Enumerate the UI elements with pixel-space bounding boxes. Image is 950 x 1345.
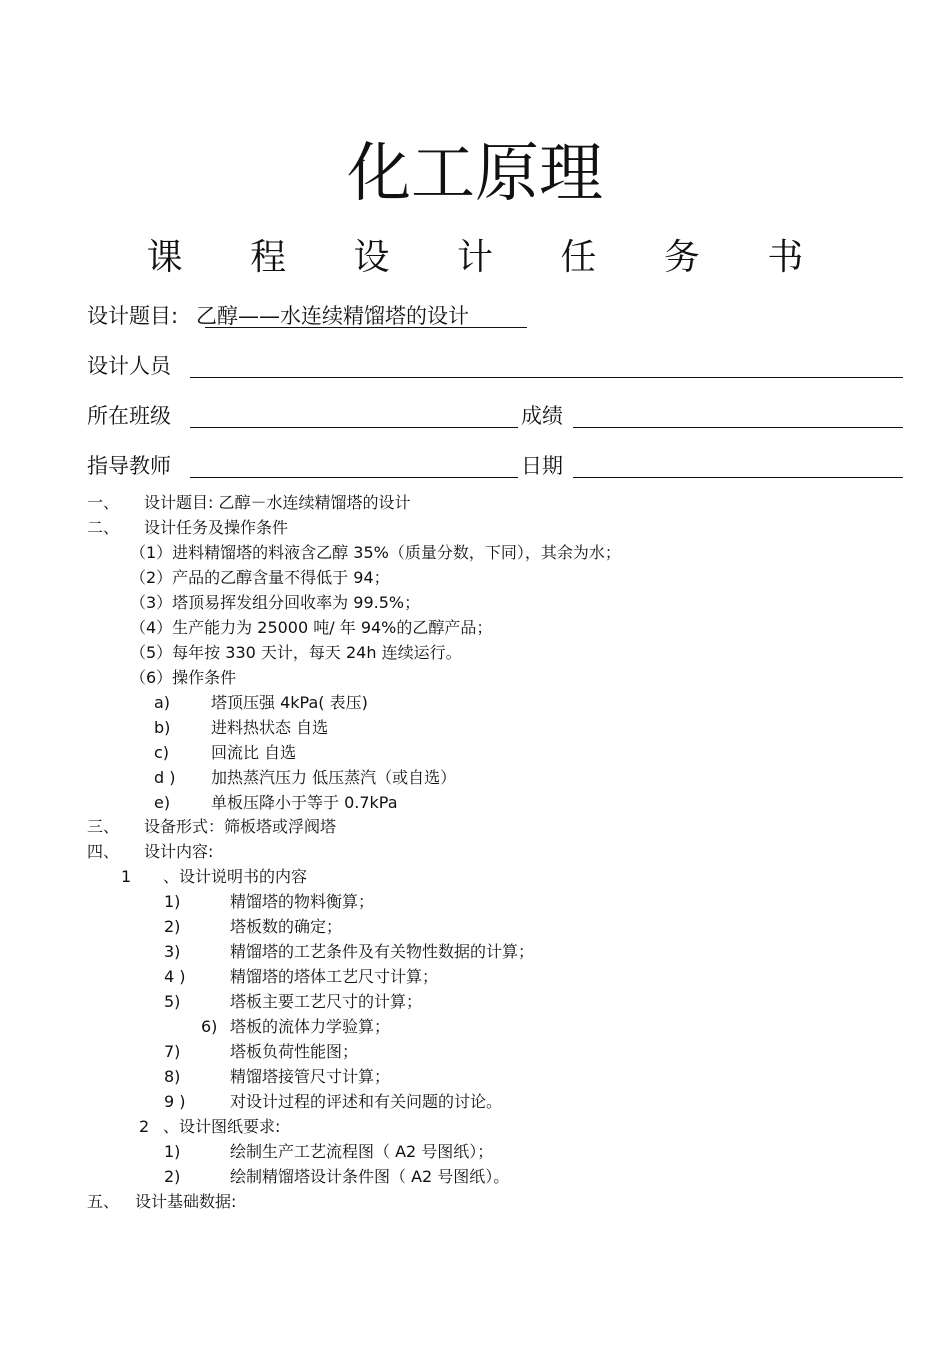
class-label: 所在班级: [87, 404, 171, 428]
page-subtitle: 课 程 设 计 任 务 书: [146, 237, 832, 278]
list-item: （5）每年按 330 天计，每天 24h 连续运行。: [130, 643, 462, 662]
score-field[interactable]: [573, 427, 903, 428]
section-heading: 设计内容:: [144, 842, 214, 861]
content-item: 精馏塔的物料衡算；: [230, 892, 375, 911]
condition-text: 进料热状态 自选: [211, 718, 329, 737]
content-item: 塔板的流体力学验算；: [230, 1017, 391, 1036]
section-heading: 设计基础数据:: [135, 1192, 237, 1211]
section-number: 一、: [87, 493, 120, 512]
content-item: 精馏塔的工艺条件及有关物性数据的计算；: [230, 942, 535, 961]
condition-marker: d ): [154, 768, 176, 787]
content-marker: 4 ): [164, 967, 186, 986]
list-item: （2）产品的乙醇含量不得低于 94；: [130, 568, 390, 587]
teacher-label: 指导教师: [87, 454, 171, 478]
subsection-marker: 2: [139, 1117, 150, 1136]
drawing-item: 绘制精馏塔设计条件图（ A2 号图纸）。: [230, 1167, 510, 1186]
condition-marker: e): [154, 793, 171, 812]
subsection-heading: 、设计说明书的内容: [163, 867, 308, 886]
condition-marker: b): [154, 718, 171, 737]
list-item: （3）塔顶易挥发组分回收率为 99.5%；: [130, 593, 421, 612]
content-marker: 3): [164, 942, 181, 961]
section-heading: 设计任务及操作条件: [144, 518, 289, 537]
section-heading: 设计题目: 乙醇－水连续精馏塔的设计: [144, 493, 411, 512]
section-number: 二、: [87, 518, 120, 537]
condition-marker: a): [154, 693, 171, 712]
content-marker: 2): [164, 917, 181, 936]
list-item: （4）生产能力为 25000 吨/ 年 94%的乙醇产品；: [130, 618, 493, 637]
list-item: （6）操作条件: [130, 668, 237, 687]
content-item: 塔板主要工艺尺寸的计算；: [230, 992, 423, 1011]
drawing-marker: 2): [164, 1167, 181, 1186]
content-marker: 1): [164, 892, 181, 911]
designer-field[interactable]: [190, 377, 903, 378]
topic-underline: [205, 327, 527, 328]
section-number: 四、: [87, 842, 120, 861]
page-title: 化工原理: [347, 137, 603, 211]
section-number: 三、: [87, 817, 120, 836]
content-item: 对设计过程的评述和有关问题的讨论。: [230, 1092, 503, 1111]
subsection-marker: 1: [121, 867, 132, 886]
content-marker: 8): [164, 1067, 181, 1086]
drawing-marker: 1): [164, 1142, 181, 1161]
content-item: 塔板数的确定；: [230, 917, 343, 936]
score-label: 成绩: [521, 404, 563, 428]
content-marker: 9 ): [164, 1092, 186, 1111]
content-marker: 6): [201, 1017, 218, 1036]
list-item: （1）进料精馏塔的料液含乙醇 35%（质量分数，下同），其余为水；: [130, 543, 621, 562]
teacher-field[interactable]: [190, 477, 518, 478]
subsection-heading: 、设计图纸要求:: [163, 1117, 281, 1136]
content-item: 精馏塔的塔体工艺尺寸计算；: [230, 967, 439, 986]
condition-text: 加热蒸汽压力 低压蒸汽（或自选）: [211, 768, 457, 787]
condition-marker: c): [154, 743, 170, 762]
section-number: 五、: [87, 1192, 120, 1211]
condition-text: 塔顶压强 4kPa( 表压): [211, 693, 368, 712]
class-field[interactable]: [190, 427, 518, 428]
content-item: 精馏塔接管尺寸计算；: [230, 1067, 391, 1086]
content-marker: 5): [164, 992, 181, 1011]
condition-text: 单板压降小于等于 0.7kPa: [211, 793, 398, 812]
date-label: 日期: [521, 454, 563, 478]
drawing-item: 绘制生产工艺流程图（ A2 号图纸）；: [230, 1142, 494, 1161]
designer-label: 设计人员: [87, 354, 171, 378]
section-heading: 设备形式：筛板塔或浮阀塔: [144, 817, 337, 836]
content-marker: 7): [164, 1042, 181, 1061]
condition-text: 回流比 自选: [211, 743, 297, 762]
date-field[interactable]: [573, 477, 903, 478]
topic-label: 设计题目:: [87, 304, 179, 328]
content-item: 塔板负荷性能图；: [230, 1042, 359, 1061]
topic-value: 乙醇——水连续精馏塔的设计: [196, 304, 469, 328]
